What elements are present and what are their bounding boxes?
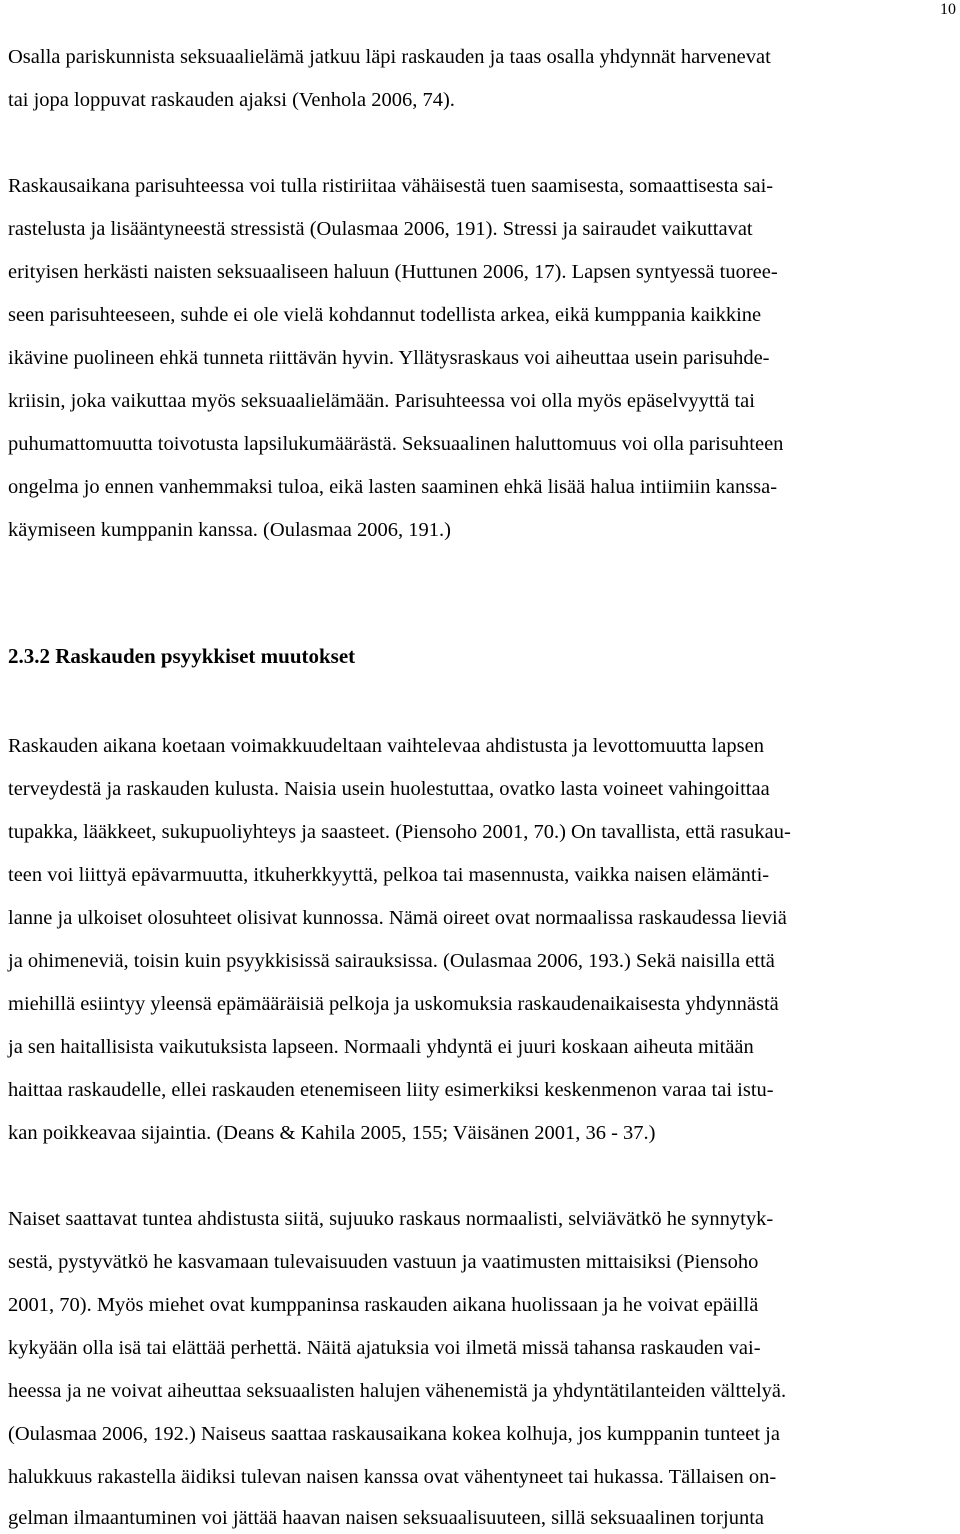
text-line: tupakka, lääkkeet, sukupuoliyhteys ja saasteet. (Piensoho 2001, 70.) On tavallista, että rasukau- [8, 821, 791, 843]
text-line: kriisin, joka vaikuttaa myös seksuaalielämään. Parisuhteessa voi olla myös epäselvyyttä tai [8, 390, 755, 412]
text-line: sestä, pystyvätkö he kasvamaan tulevaisuuden vastuun ja vaatimusten mittaisiksi (Piensoho [8, 1251, 759, 1273]
text-line: halukkuus rakastella äidiksi tulevan naisen kanssa ovat vähentyneet tai hukassa. Tällaisen on- [8, 1466, 777, 1488]
text-line: erityisen herkästi naisten seksuaaliseen haluun (Huttunen 2006, 17). Lapsen syntyessä tuoree- [8, 261, 778, 283]
text-line: teen voi liittyä epävarmuutta, itkuherkkyyttä, pelkoa tai masennusta, vaikka naisen elämänti- [8, 864, 770, 886]
text-line: Raskausaikana parisuhteessa voi tulla ristiriitaa vähäisestä tuen saamisesta, somaattisesta sai- [8, 175, 774, 197]
text-line: lanne ja ulkoiset olosuhteet olisivat kunnossa. Nämä oireet ovat normaalissa raskaudessa lieviä [8, 907, 787, 929]
text-line: seen parisuhteeseen, suhde ei ole vielä kohdannut todellista arkea, eikä kumppania kaikkine [8, 304, 762, 326]
text-line: kykyään olla isä tai elättää perhettä. Näitä ajatuksia voi ilmetä missä tahansa raskauden vai- [8, 1337, 761, 1359]
text-line: tai jopa loppuvat raskauden ajaksi (Venhola 2006, 74). [8, 89, 455, 111]
text-line: (Oulasmaa 2006, 192.) Naiseus saattaa raskausaikana kokea kolhuja, jos kumppanin tunteet ja [8, 1423, 780, 1445]
text-line: käymiseen kumppanin kanssa. (Oulasmaa 2006, 191.) [8, 519, 451, 541]
text-line: rastelusta ja lisääntyneestä stressistä (Oulasmaa 2006, 191). Stressi ja sairaudet vaikuttavat [8, 218, 753, 240]
text-line: ja ohimeneviä, toisin kuin psyykkisissä sairauksissa. (Oulasmaa 2006, 193.) Sekä naisilla että [8, 950, 775, 972]
text-line: Naiset saattavat tuntea ahdistusta siitä, sujuuko raskaus normaalisti, selviävätkö he synnytyk- [8, 1208, 774, 1230]
text-line: terveydestä ja raskauden kulusta. Naisia usein huolestuttaa, ovatko lasta voineet vahingoittaa [8, 778, 770, 800]
section-heading: 2.3.2 Raskauden psyykkiset muutokset [8, 644, 356, 668]
text-line: puhumattomuutta toivotusta lapsilukumäärästä. Seksuaalinen haluttomuus voi olla parisuhteen [8, 433, 784, 455]
text-line: miehillä esiintyy yleensä epämääräisiä pelkoja ja uskomuksia raskaudenaikaisesta yhdynnästä [8, 993, 779, 1015]
page-number: 10 [940, 1, 956, 18]
text-line: Raskauden aikana koetaan voimakkuudeltaan vaihtelevaa ahdistusta ja levottomuutta lapsen [8, 735, 764, 757]
text-line: heessa ja ne voivat aiheuttaa seksuaalisten halujen vähenemistä ja yhdyntätilanteiden välttelyä. [8, 1380, 787, 1402]
text-line: ja sen haitallisista vaikutuksista lapseen. Normaali yhdyntä ei juuri koskaan aiheuta mitään [8, 1036, 754, 1058]
text-line: kan poikkeavaa sijaintia. (Deans & Kahila 2005, 155; Väisänen 2001, 36 - 37.) [8, 1122, 656, 1144]
text-line: haittaa raskaudelle, ellei raskauden etenemiseen liity esimerkiksi keskenmenon varaa tai istu- [8, 1079, 774, 1101]
text-line: Osalla pariskunnista seksuaalielämä jatkuu läpi raskauden ja taas osalla yhdynnät harvenevat [8, 46, 771, 68]
text-line: ikävine puolineen ehkä tunneta riittävän hyvin. Yllätysraskaus voi aiheuttaa usein parisuhde- [8, 347, 770, 369]
text-line: 2001, 70). Myös miehet ovat kumppaninsa raskauden aikana huolissaan ja he voivat epäillä [8, 1294, 759, 1316]
text-line: gelman ilmaantuminen voi jättää haavan naisen seksuaalisuuteen, sillä seksuaalinen torjunta [8, 1507, 764, 1529]
text-line: ongelma jo ennen vanhemmaksi tuloa, eikä lasten saaminen ehkä lisää halua intiimiin kanssa- [8, 476, 778, 498]
